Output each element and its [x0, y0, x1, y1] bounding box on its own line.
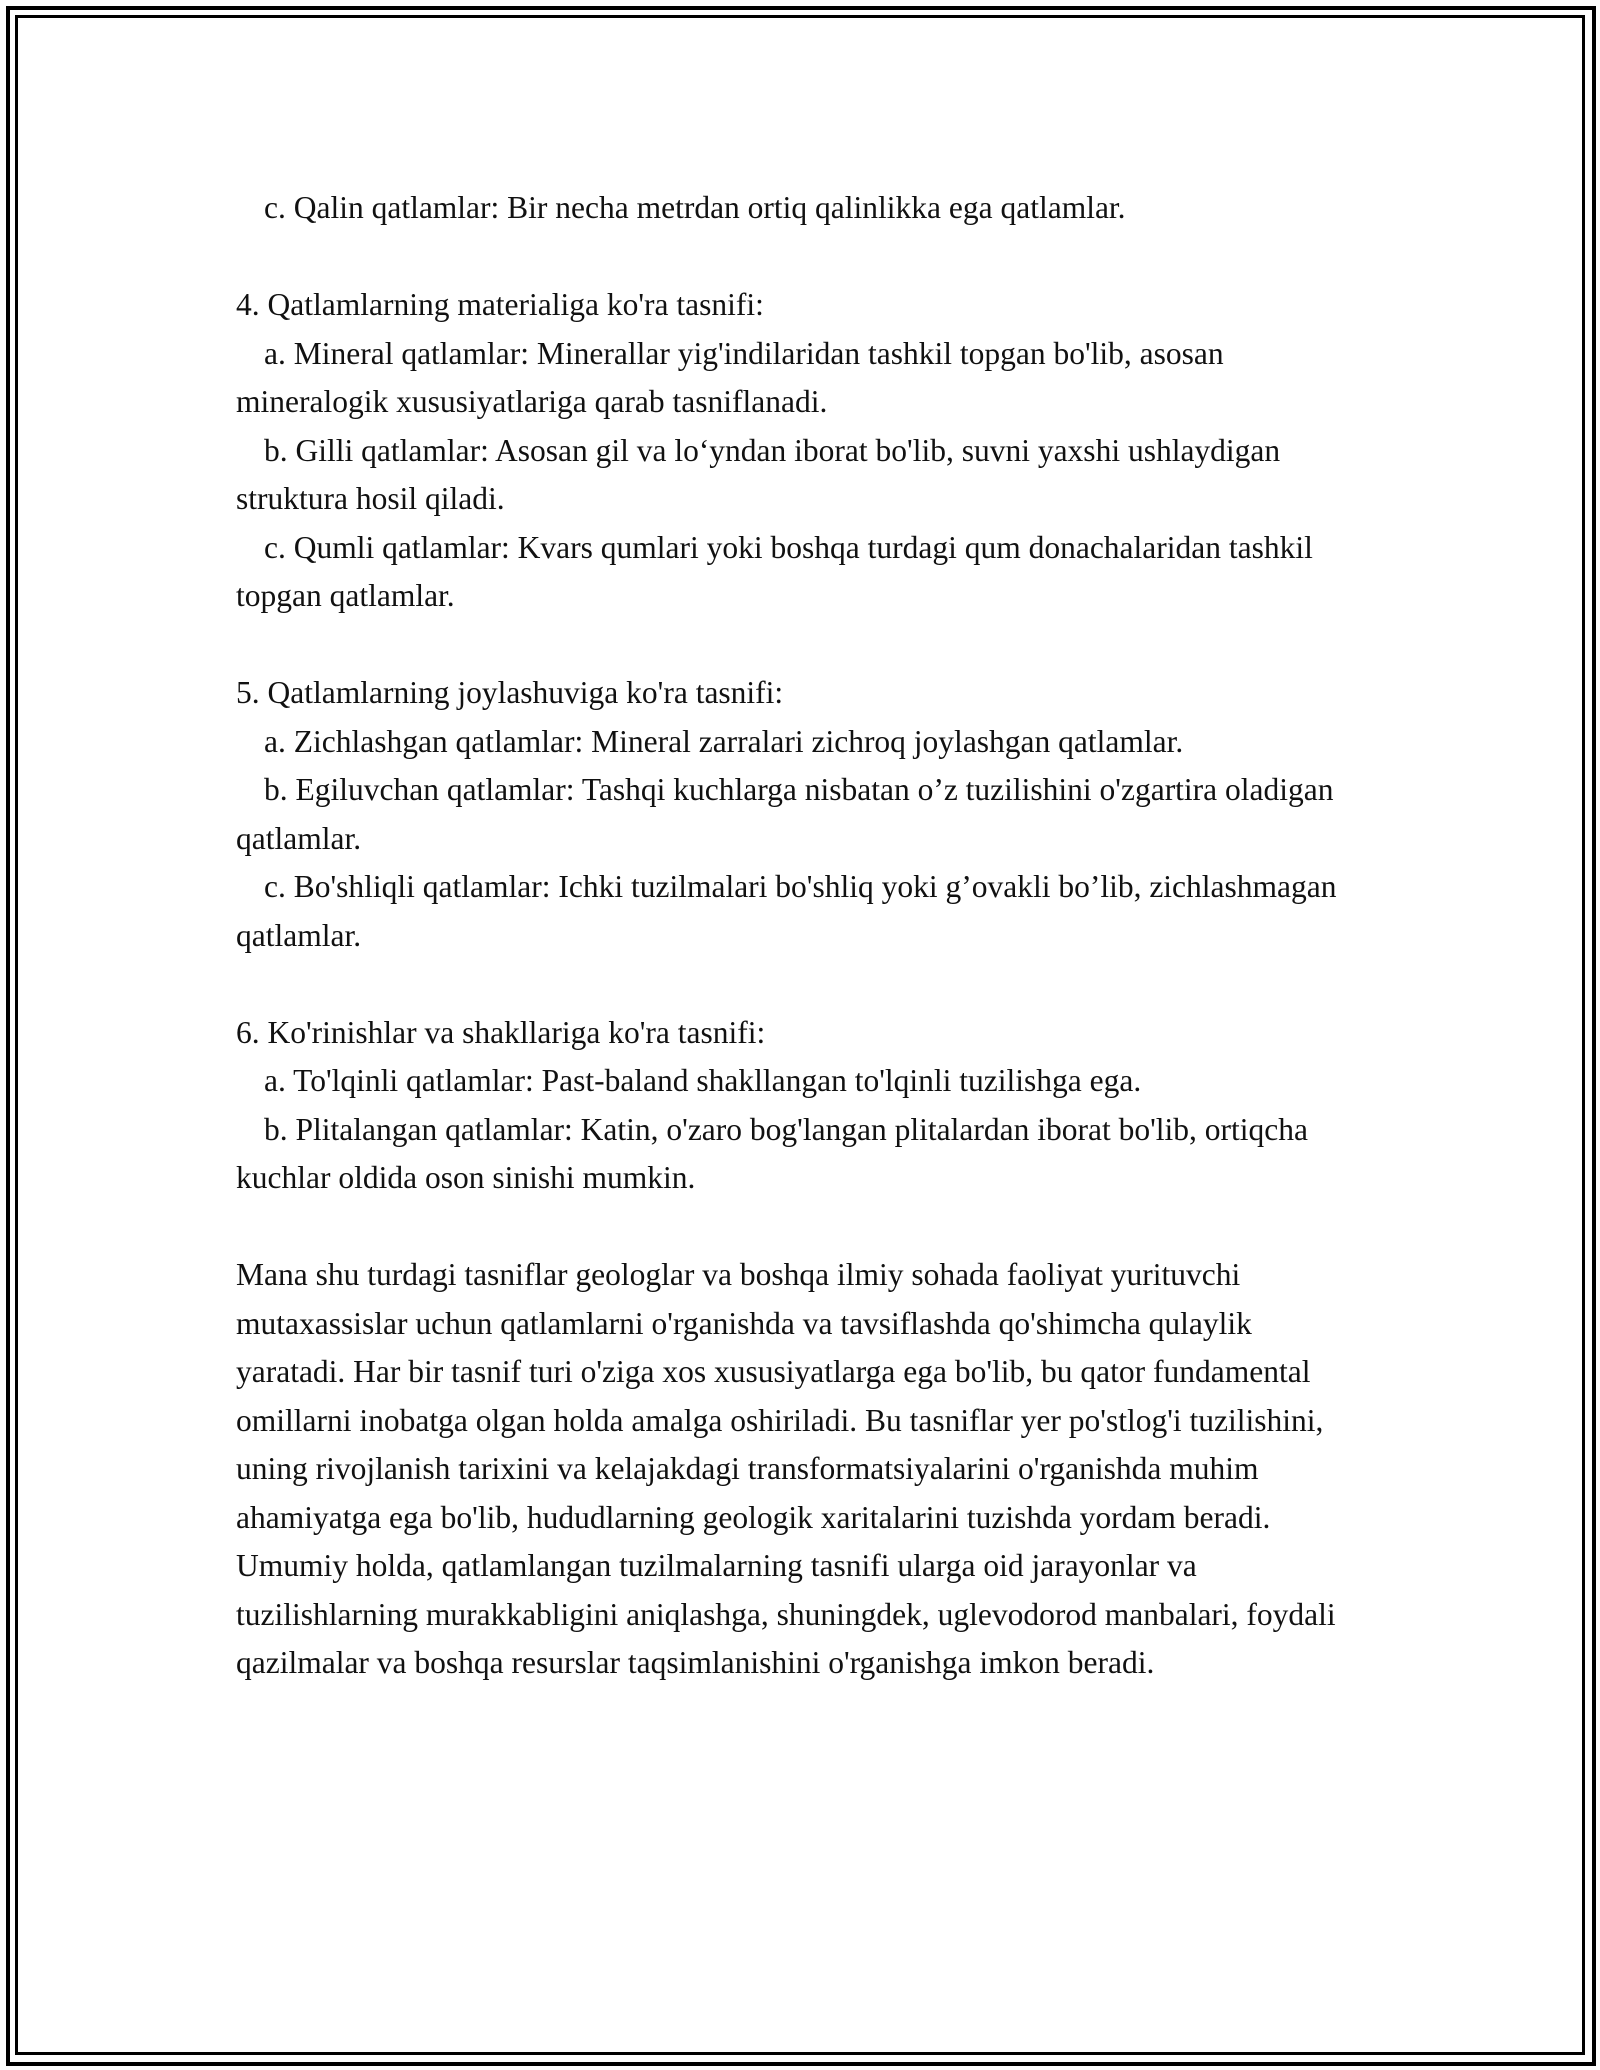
- list-item-plate-layers: b. Plitalangan qatlamlar: Katin, o'zaro bog'langan plitalardan iborat bo'lib, ortiqcha kuchlar oldida oson sinishi mumkin.: [236, 1111, 1308, 1195]
- paragraph-gap: [236, 621, 1366, 670]
- paragraph-gap: [236, 233, 1366, 282]
- list-item-wavy-layers: a. To'lqinli qatlamlar: Past-baland shakllangan to'lqinli tuzilishga ega.: [264, 1063, 1142, 1098]
- section-heading-material: 4. Qatlamlarning materialiga ko'ra tasnifi:: [236, 287, 764, 322]
- list-item-flexible-layers: b. Egiluvchan qatlamlar: Tashqi kuchlarga nisbatan o’z tuzilishini o'zgartira oladigan qatlamlar.: [236, 772, 1334, 856]
- section-heading-location: 5. Qatlamlarning joylashuviga ko'ra tasnifi:: [236, 675, 784, 710]
- list-item-clay-layers: b. Gilli qatlamlar: Asosan gil va lo‘yndan iborat bo'lib, suvni yaxshi ushlaydigan struktura hosil qiladi.: [236, 432, 1281, 516]
- list-item-compacted-layers: a. Zichlashgan qatlamlar: Mineral zarralari zichroq joylashgan qatlamlar.: [264, 723, 1184, 759]
- list-item-mineral-layers: a. Mineral qatlamlar: Minerallar yig'indilaridan tashkil topgan bo'lib, asosan mineralogik xususiyatlariga qarab tasniflanadi.: [236, 335, 1224, 419]
- summary-paragraph: Mana shu turdagi tasniflar geologlar va boshqa ilmiy sohada faoliyat yurituvchi mutaxassislar uchun qatlamlarni o'rganishda va tavsiflashda qo'shimcha qulaylik yaratadi. Har bir tasnif turi o'ziga xos xususiyatlarga ega bo'lib, bu qator fundamental omillarni inobatga olgan holda amalga oshiriladi. Bu tasniflar yer po'stlog'i tuzilishini, uning rivojlanish tarixini va kelajakdagi transformatsiyalarini o'rganishda muhim ahamiyatga ega bo'lib, hududlarning geologik xaritalarini tuzishda yordam beradi. Umumiy holda, qatlamlangan tuzilmalarning tasnifi ularga oid jarayonlar va tuzilishlarning murakkabligini aniqlashga, shuningdek, uglevodorod manbalari, foydali qazilmalar va boshqa resurslar taqsimlanishini o'rganishga imkon beradi.: [236, 1257, 1336, 1680]
- section-heading-shapes: 6. Ko'rinishlar va shakllariga ko'ra tasnifi:: [236, 1014, 766, 1050]
- list-item-thick-layers: c. Qalin qatlamlar: Bir necha metrdan ortiq qalinlikka ega qatlamlar.: [264, 190, 1126, 225]
- paragraph-gap: [236, 960, 1366, 1009]
- document-body: [236, 184, 1366, 1688]
- list-item-porous-layers: c. Bo'shliqli qatlamlar: Ichki tuzilmalari bo'shliq yoki g’ovakli bo’lib, zichlashmagan qatlamlar.: [236, 869, 1337, 953]
- list-item-sand-layers: c. Qumli qatlamlar: Kvars qumlari yoki boshqa turdagi qum donachalaridan tashkil topgan qatlamlar.: [236, 529, 1313, 613]
- paragraph-gap: [236, 1203, 1366, 1252]
